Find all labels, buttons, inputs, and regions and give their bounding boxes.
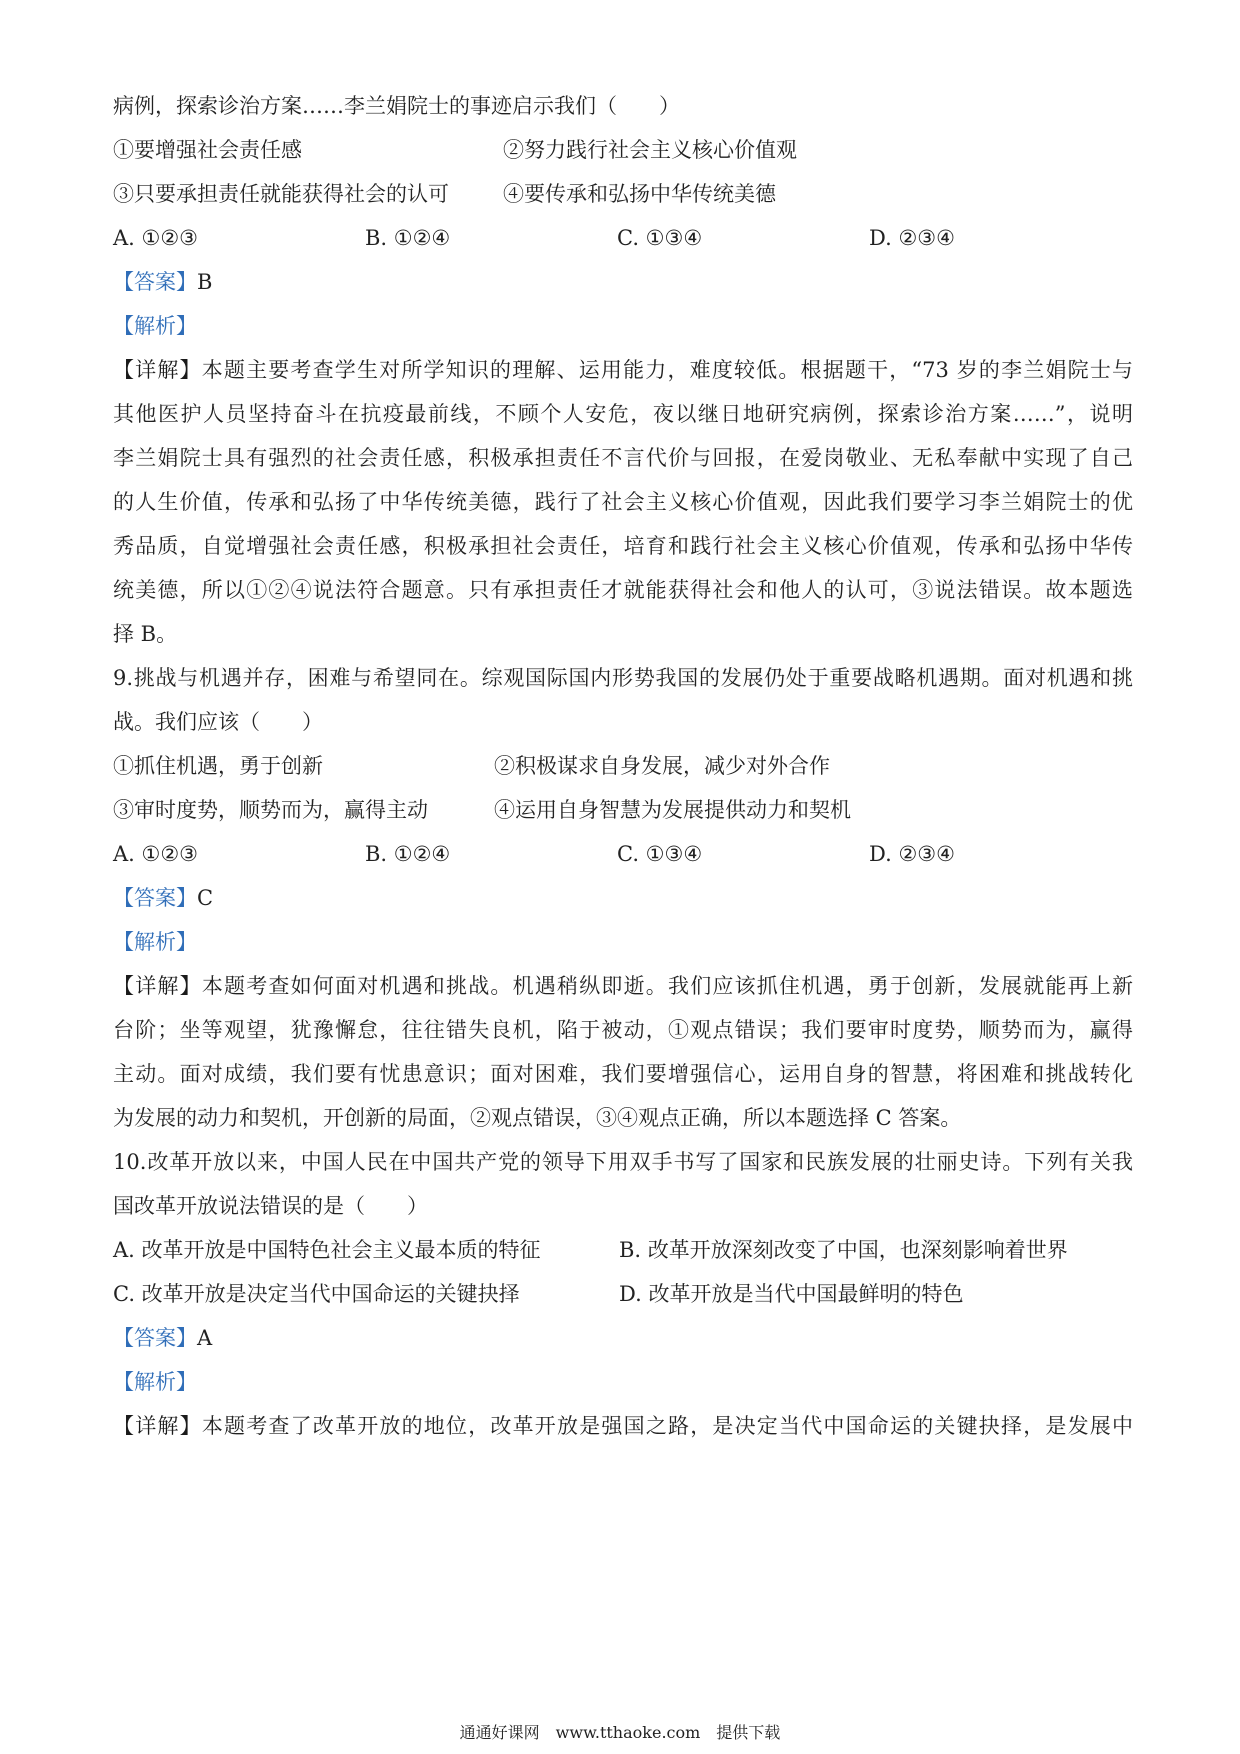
q8-option-3: ③只要承担责任就能获得社会的认可 — [113, 182, 449, 206]
q9-analysis-heading — [113, 927, 1133, 957]
q9-answer-tag: 【答案】 — [113, 886, 197, 910]
q10-detail-line-1 — [113, 1411, 1133, 1441]
q9-detail-tag: 【详解】 — [113, 974, 202, 998]
q8-stem-tail: 病例，探索诊治方案……李兰娟院士的事迹启示我们（ ） — [113, 94, 680, 118]
q9-answer — [113, 883, 1133, 913]
q9-option-4: ④运用自身智慧为发展提供动力和契机 — [494, 798, 851, 822]
q9-stem-line-2: 战。我们应该（ ） — [113, 710, 323, 734]
q8-analysis-tag: 【解析】 — [113, 314, 197, 338]
q9-detail-line-3: 主动。面对成绩，我们要有忧患意识；面对困难，我们要增强信心，运用自身的智慧，将困难和挑战转化 — [113, 1062, 1133, 1086]
q10-answer-tag: 【答案】 — [113, 1326, 197, 1350]
q8-answer-tag: 【答案】 — [113, 270, 197, 294]
q9-detail-text-1: 本题考查如何面对机遇和挑战。机遇稍纵即逝。我们应该抓住机遇，勇于创新，发展就能再上新 — [201, 974, 1134, 998]
q10-answer — [113, 1323, 1133, 1353]
q10-analysis-tag: 【解析】 — [113, 1370, 197, 1394]
q9-analysis-tag: 【解析】 — [113, 930, 197, 954]
q10-detail-text: 本题考查了改革开放的地位，改革开放是强国之路，是决定当代中国命运的关键抉择，是发展中 — [201, 1414, 1134, 1438]
q8-detail-text-1: 本题主要考查学生对所学知识的理解、运用能力，难度较低。根据题干，“73 岁的李兰娟院士与 — [201, 358, 1133, 382]
q8-option-1: ①要增强社会责任感 — [113, 138, 302, 162]
q10-analysis-heading — [113, 1367, 1133, 1397]
q9-choice-d: D. ②③④ — [869, 842, 955, 866]
q10-stem-line-1: 10.改革开放以来，中国人民在中国共产党的领导下用双手书写了国家和民族发展的壮丽史诗。下列有关我 — [113, 1150, 1133, 1174]
q10-detail-tag: 【详解】 — [113, 1414, 202, 1438]
q9-option-3: ③审时度势，顺势而为，赢得主动 — [113, 798, 428, 822]
q10-choice-c: C. 改革开放是决定当代中国命运的关键抉择 — [113, 1282, 520, 1306]
q9-option-1: ①抓住机遇，勇于创新 — [113, 754, 323, 778]
q9-detail-line-4: 为发展的动力和契机，开创新的局面，②观点错误，③④观点正确，所以本题选择 C 答案。 — [113, 1106, 962, 1130]
q9-choice-b: B. ①②④ — [365, 842, 451, 866]
q8-answer — [113, 267, 1133, 297]
q8-detail-tag: 【详解】 — [113, 358, 202, 382]
q8-answer-value: B — [197, 270, 213, 294]
q10-choice-b: B. 改革开放深刻改变了中国，也深刻影响着世界 — [619, 1238, 1068, 1262]
q9-detail-line-2: 台阶；坐等观望，犹豫懈怠，往往错失良机，陷于被动，①观点错误；我们要审时度势，顺势而为，赢得 — [113, 1018, 1133, 1042]
q8-detail-line-1 — [113, 355, 1133, 385]
q8-detail-line-5: 秀品质，自觉增强社会责任感，积极承担社会责任，培育和践行社会主义核心价值观，传承和弘扬中华传 — [113, 534, 1133, 558]
q8-option-4: ④要传承和弘扬中华传统美德 — [503, 182, 776, 206]
q8-detail-line-3: 李兰娟院士具有强烈的社会责任感，积极承担责任不言代价与回报，在爱岗敬业、无私奉献中实现了自己 — [113, 446, 1133, 470]
q9-detail-line-1 — [113, 971, 1133, 1001]
q10-answer-value: A — [197, 1326, 213, 1350]
q9-answer-value: C — [197, 886, 214, 910]
page-footer: 通通好课网 www.tthaoke.com 提供下载 — [459, 1723, 781, 1742]
q8-choice-c: C. ①③④ — [617, 226, 703, 250]
q9-choice-a: A. ①②③ — [113, 842, 198, 866]
q8-choice-a: A. ①②③ — [113, 226, 198, 250]
q8-analysis-heading — [113, 311, 1133, 341]
q10-stem-line-2: 国改革开放说法错误的是（ ） — [113, 1194, 428, 1218]
q8-detail-line-7: 择 B。 — [113, 622, 178, 646]
q9-choice-c: C. ①③④ — [617, 842, 703, 866]
q9-option-2: ②积极谋求自身发展，减少对外合作 — [494, 754, 830, 778]
q8-detail-line-6: 统美德，所以①②④说法符合题意。只有承担责任才就能获得社会和他人的认可，③说法错误。故本题选 — [113, 578, 1133, 602]
q10-choice-d: D. 改革开放是当代中国最鲜明的特色 — [619, 1282, 964, 1306]
q10-choice-a: A. 改革开放是中国特色社会主义最本质的特征 — [113, 1238, 541, 1262]
q9-stem-line-1: 9.挑战与机遇并存，困难与希望同在。综观国际国内形势我国的发展仍处于重要战略机遇期。面对机遇和挑 — [113, 666, 1133, 690]
q8-detail-line-2: 其他医护人员坚持奋斗在抗疫最前线，不顾个人安危，夜以继日地研究病例，探索诊治方案……”，说明 — [113, 402, 1133, 426]
q8-option-2: ②努力践行社会主义核心价值观 — [503, 138, 797, 162]
q8-detail-line-4: 的人生价值，传承和弘扬了中华传统美德，践行了社会主义核心价值观，因此我们要学习李兰娟院士的优 — [113, 490, 1133, 514]
q8-choice-b: B. ①②④ — [365, 226, 451, 250]
q8-choice-d: D. ②③④ — [869, 226, 955, 250]
